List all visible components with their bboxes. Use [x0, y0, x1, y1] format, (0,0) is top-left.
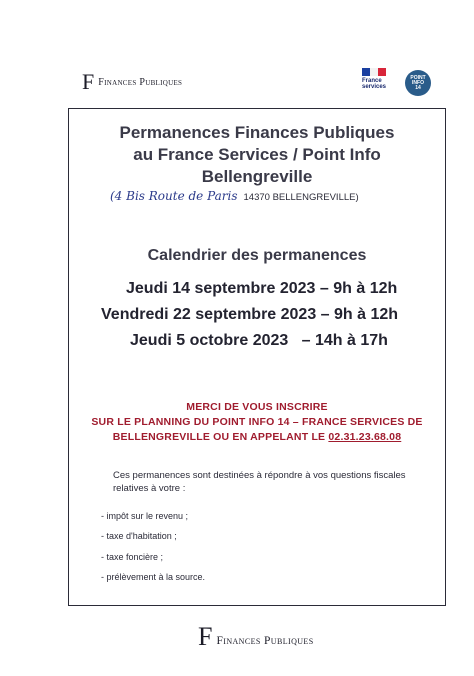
- french-flag-icon: [362, 68, 386, 76]
- page-title-line3: Bellengreville: [201, 167, 313, 186]
- page-title-line1: Permanences Finances Publiques: [119, 123, 395, 142]
- point-info-14-logo: [405, 66, 433, 100]
- info-intro: Ces permanences sont destinées à répondre à vos questions fiscales relatives à votre :: [113, 470, 406, 494]
- list-item: - impôt sur le revenu ;: [101, 511, 189, 521]
- list-item: - taxe d'habitation ;: [101, 531, 177, 541]
- registration-line3: BELLENGREVILLE OU EN APPELANT LE 02.31.23.68.08: [112, 431, 402, 443]
- registration-notice: [68, 400, 446, 445]
- header-brand-name: Finances Publiques: [98, 76, 183, 88]
- footer-brand-name: Finances Publiques: [216, 635, 314, 647]
- finances-publiques-footer-logo-mark: F: [198, 622, 213, 651]
- header-brand: [82, 70, 182, 94]
- handwritten-address: (4 Bis Route de Paris: [110, 189, 238, 203]
- page-title-line2: au France Services / Point Info: [133, 145, 381, 164]
- registration-line1: MERCI DE VOUS INSCRIRE: [186, 401, 328, 413]
- phone-number: 02.31.23.68.08: [328, 431, 402, 443]
- point-info-logo-line3: 14: [415, 84, 421, 91]
- date-line-1: Jeudi 14 septembre 2023 – 9h à 12h: [126, 280, 398, 297]
- point-info-logo-line1: POINT: [410, 74, 426, 81]
- france-services-logo-text: France services: [362, 78, 387, 90]
- address: [110, 189, 359, 211]
- calendar-title: Calendrier des permanences: [147, 247, 367, 264]
- footer-brand: [198, 624, 314, 650]
- point-info-logo-line2: INFO: [412, 79, 424, 86]
- date-line-2: Vendredi 22 septembre 2023 – 9h à 12h: [101, 306, 399, 323]
- list-item: - prélèvement à la source.: [101, 572, 206, 582]
- date-line-3: Jeudi 5 octobre 2023 – 14h à 17h: [130, 332, 388, 349]
- printed-address: 14370 BELLENGREVILLE): [243, 192, 359, 203]
- france-services-logo: [354, 68, 394, 110]
- registration-line2: SUR LE PLANNING DU POINT INFO 14 – FRANCE SERVICES DE: [91, 416, 423, 428]
- finances-publiques-logo-mark: F: [82, 69, 95, 94]
- list-item: - taxe foncière ;: [101, 552, 164, 562]
